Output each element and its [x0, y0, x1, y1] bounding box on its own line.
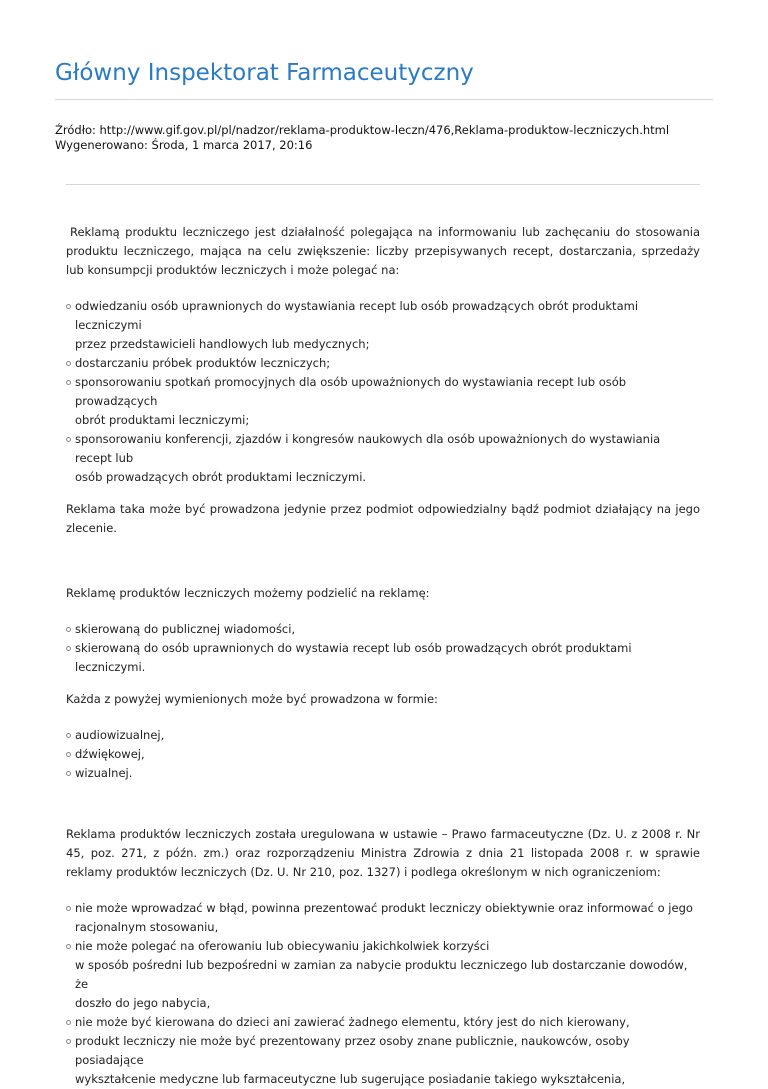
bullet-icon [66, 380, 71, 385]
list-line: nie może wprowadzać w błąd, powinna prezentować produkt leczniczy obiektywnie oraz informować o jego [75, 901, 693, 915]
bullet-icon [66, 646, 71, 651]
list-line: produkt leczniczy nie może być prezentowany przez osoby znane publicznie, naukowców, osoby posiadające [75, 1034, 630, 1067]
list-line: dźwiękowej, [75, 747, 145, 761]
bullet-icon [66, 437, 71, 442]
bullet-icon [66, 771, 71, 776]
list-line: doszło do jego nabycia, [75, 996, 211, 1010]
generated-date: Wygenerowano: Środa, 1 marca 2017, 20:16 [55, 138, 313, 152]
list-line: odwiedzaniu osób uprawnionych do wystawiania recept lub osób prowadzących obrót produktami leczniczymi [75, 299, 639, 332]
bullet-icon [66, 944, 71, 949]
list-line: w sposób pośredni lub bezpośredni w zamian za nabycie produktu leczniczego lub dostarczanie dowodów, że [75, 958, 688, 991]
bullet-icon [66, 627, 71, 632]
section1-list [66, 297, 700, 487]
list-item [66, 297, 700, 354]
section2-list [66, 620, 700, 677]
list-item [66, 354, 700, 373]
list-item [66, 639, 700, 677]
list-item [66, 899, 700, 937]
section2-form-intro: Każda z powyżej wymienionych może być prowadzona w formie: [66, 692, 438, 706]
bullet-icon [66, 304, 71, 309]
list-item [66, 764, 700, 783]
source-url: Źródło: http://www.gif.gov.pl/pl/nadzor/reklama-produktow-leczn/476,Reklama-produktow-leczniczych.html [55, 123, 670, 137]
list-line: skierowaną do osób uprawnionych do wystawia recept lub osób prowadzących obrót produktami leczniczymi. [75, 641, 632, 674]
list-line: przez przedstawicieli handlowych lub medycznych; [75, 337, 370, 351]
bullet-icon [66, 906, 71, 911]
list-line: dostarczaniu próbek produktów leczniczych; [75, 356, 331, 370]
site-title: Główny Inspektorat Farmaceutyczny [55, 60, 474, 86]
list-item [66, 745, 700, 764]
meta-divider [66, 184, 700, 185]
list-item [66, 620, 700, 639]
list-line: racjonalnym stosowaniu, [75, 920, 219, 934]
list-line: osób prowadzących obrót produktami leczniczymi. [75, 470, 367, 484]
section3-intro: Reklama produktów leczniczych została uregulowana w ustawie – Prawo farmaceutyczne (Dz. U. z 2008 r. Nr 45, poz. 271, z późn. zm.) oraz rozporządzeniu Ministra Zdrowia z dnia 21 listopada 2008 r. w sprawie reklamy produktów leczniczych (Dz. U. Nr 210, poz. 1327) i podlega określonym w nich ograniczeniom: [66, 827, 700, 879]
list-line: sponsorowaniu konferencji, zjazdów i kongresów naukowych dla osób upoważnionych do wystawiania recept lub [75, 432, 661, 465]
list-item [66, 1013, 700, 1032]
article-body [66, 223, 700, 1089]
section2-intro: Reklamę produktów leczniczych możemy podzielić na reklamę: [66, 586, 430, 600]
list-item [66, 373, 700, 430]
list-item [66, 430, 700, 487]
bullet-icon [66, 733, 71, 738]
list-line: audiowizualnej, [75, 728, 165, 742]
list-line: obrót produktami leczniczymi; [75, 413, 250, 427]
list-line: wizualnej. [75, 766, 133, 780]
list-item [66, 726, 700, 745]
list-line: nie może polegać na oferowaniu lub obiecywaniu jakichkolwiek korzyści [75, 939, 490, 953]
list-line: nie może być kierowana do dzieci ani zawierać żadnego elementu, który jest do nich kierowany, [75, 1015, 630, 1029]
section2-forms-list [66, 726, 700, 783]
bullet-icon [66, 361, 71, 366]
title-divider [55, 99, 713, 100]
list-item [66, 937, 700, 1013]
bullet-icon [66, 752, 71, 757]
list-line: skierowaną do publicznej wiadomości, [75, 622, 296, 636]
section3-list [66, 899, 700, 1089]
page-meta [55, 123, 669, 153]
list-line: sponsorowaniu spotkań promocyjnych dla osób upoważnionych do wystawiania recept lub osób prowadzących [75, 375, 627, 408]
list-line: wykształcenie medyczne lub farmaceutyczne lub sugerujące posiadanie takiego wykształcenia, [75, 1072, 626, 1086]
bullet-icon [66, 1020, 71, 1025]
bullet-icon [66, 1039, 71, 1044]
section1-intro: Reklamą produktu leczniczego jest działalność polegająca na informowaniu lub zachęcaniu do stosowania produktu leczniczego, mająca na celu zwiększenie: liczby przepisywanych recept, dostarczania, sprzedaży lub konsumpcji produktów leczniczych i może polegać na: [66, 225, 700, 277]
list-item [66, 1032, 700, 1089]
section1-closing: Reklama taka może być prowadzona jedynie przez podmiot odpowiedzialny bądź podmiot działający na jego zlecenie. [66, 502, 700, 535]
